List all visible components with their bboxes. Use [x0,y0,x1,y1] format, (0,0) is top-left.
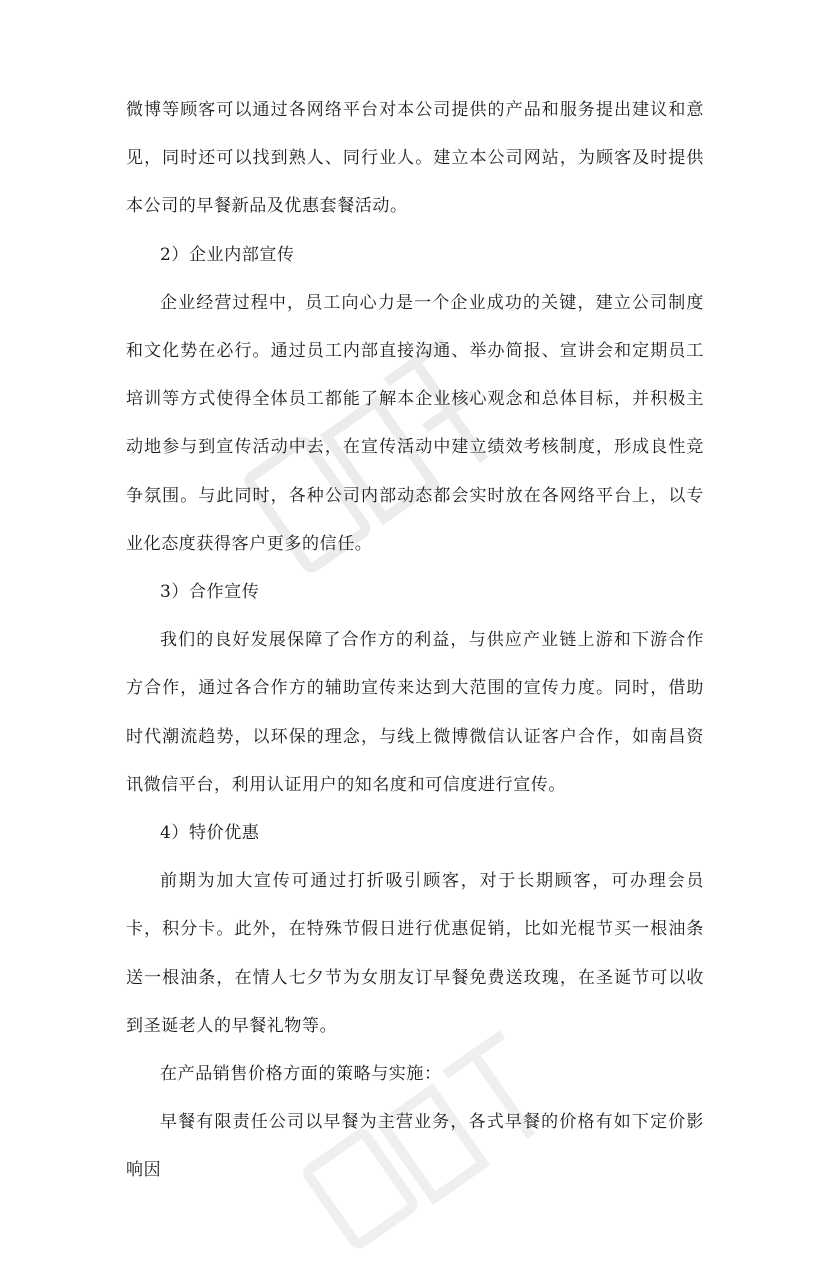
paragraph-online-feedback: 微博等顾客可以通过各网络平台对本公司提供的产品和服务提出建议和意见，同时还可以找到熟人、同行业人。建立本公司网站，为顾客及时提供本公司的早餐新品及优惠套餐活动。 [126,100,704,217]
heading-special-offers: 4）特价优惠 [160,823,260,844]
paragraph-special-offers: 前期为加大宣传可通过打折吸引顾客，对于长期顾客，可办理会员卡，积分卡。此外，在特殊节假日进行优惠促销，比如光棍节买一根油条送一根油条，在情人七夕节为女朋友订早餐免费送玫瑰，在圣诞节可以收到圣诞老人的早餐礼物等。 [126,871,704,1036]
paragraph-internal-promotion: 企业经营过程中，员工向心力是一个企业成功的关键，建立公司制度和文化势在必行。通过员工内部直接沟通、举办简报、宣讲会和定期员工培训等方式使得全体员工都能了解本企业核心观念和总体目标，并积极主动地参与到宣传活动中去，在宣传活动中建立绩效考核制度，形成良性竞争氛围。与此同时，各种公司内部动态都会实时放在各网络平台上，以专业化态度获得客户更多的信任。 [126,292,704,554]
paragraph-pricing-strategy-intro: 在产品销售价格方面的策略与实施： [160,1064,442,1085]
paragraph-pricing-factors: 早餐有限责任公司以早餐为主营业务，各式早餐的价格有如下定价影响因 [126,1112,704,1181]
paragraph-cooperative-promotion: 我们的良好发展保障了合作方的利益，与供应产业链上游和下游合作方合作，通过各合作方的辅助宣传来达到大范围的宣传力度。同时，借助时代潮流趋势，以环保的理念，与线上微博微信认证客户合作，如南昌资讯微信平台，利用认证用户的知名度和可信度进行宣传。 [126,630,704,795]
heading-cooperative-promotion: 3）合作宣传 [160,582,260,603]
document-body [126,86,704,1195]
heading-internal-promotion: 2）企业内部宣传 [160,244,295,265]
